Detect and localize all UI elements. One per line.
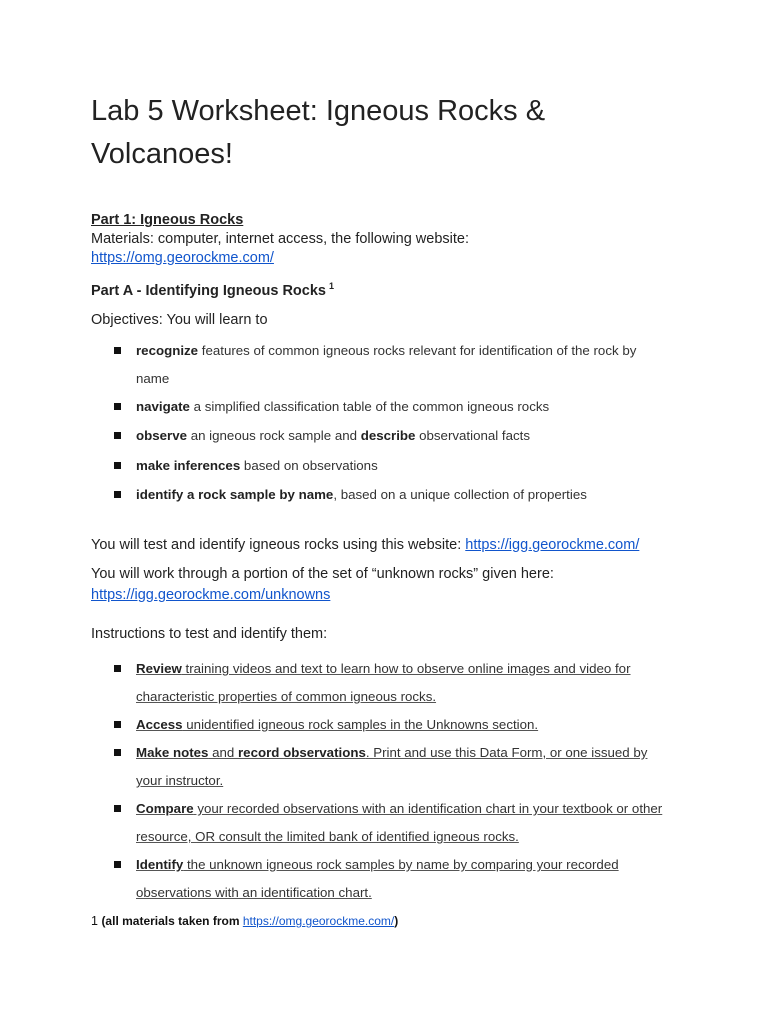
- bullet-square-icon: [114, 432, 121, 439]
- work-paragraph: [91, 564, 651, 606]
- objective-text: a simplified classification table of the common igneous rocks: [189, 399, 550, 414]
- footnote-ref[interactable]: 1: [328, 281, 334, 291]
- bullet-square-icon: [114, 805, 121, 812]
- instructions-list: [113, 655, 673, 907]
- unknowns-link[interactable]: https://igg.georockme.com/unknowns: [91, 587, 331, 603]
- objective-keyword: navigate: [136, 399, 190, 414]
- bullet-square-icon: [114, 462, 121, 469]
- objective-text: an igneous rock sample and: [187, 428, 361, 443]
- bullet-square-icon: [114, 665, 121, 672]
- partA-heading-text: Part A - Identifying Igneous Rocks: [91, 283, 326, 299]
- instruction-keyword: Identify: [136, 857, 184, 872]
- bullet-square-icon: [114, 749, 121, 756]
- instruction-text: your recorded observations with an identification chart in your textbook or other resource, OR consult the limited bank of identified igneous rocks.: [136, 801, 663, 844]
- footnote-text: (all materials taken from: [101, 914, 243, 928]
- objective-text: observational facts: [415, 428, 530, 443]
- instruction-text: the unknown igneous rock samples by name by comparing your recorded observations with an identification chart.: [136, 857, 619, 900]
- objective-text: based on observations: [240, 458, 378, 473]
- instruction-item: [113, 851, 673, 907]
- instruction-keyword: Review: [136, 661, 182, 676]
- objectives-list: [113, 337, 673, 509]
- bullet-square-icon: [114, 861, 121, 868]
- instruction-keyword: Make notes: [136, 745, 209, 760]
- instruction-text: training videos and text to learn how to observe online images and video for characteristic properties of common igneous rocks.: [136, 661, 631, 704]
- bullet-square-icon: [114, 403, 121, 410]
- objective-item: [113, 337, 673, 393]
- bullet-square-icon: [114, 491, 121, 498]
- instruction-item: [113, 711, 673, 739]
- footnote-link[interactable]: https://omg.georockme.com/: [242, 914, 395, 928]
- instruction-keyword: Access: [136, 717, 183, 732]
- page-title: Lab 5 Worksheet: Igneous Rocks & Volcanoes!: [91, 95, 546, 170]
- instruction-text: and: [208, 745, 238, 760]
- instruction-item: [113, 655, 673, 711]
- objective-item: [113, 452, 673, 480]
- instruction-text: unidentified igneous rock samples in the Unknowns section.: [182, 717, 539, 732]
- objective-keyword: make inferences: [136, 458, 241, 473]
- objective-text: features of common igneous rocks relevant for identification of the rock by name: [136, 343, 637, 386]
- footnote-close: ): [394, 914, 399, 928]
- instruction-keyword: Compare: [136, 801, 194, 816]
- instruction-item: [113, 795, 673, 851]
- instruction-item: [113, 739, 673, 795]
- instruction-keyword: record observations: [238, 745, 366, 760]
- objective-keyword: describe: [360, 428, 416, 443]
- footnote-number: 1: [91, 914, 98, 928]
- footnote: [91, 914, 398, 928]
- objective-item: [113, 422, 673, 450]
- instructions-intro: Instructions to test and identify them:: [91, 626, 328, 642]
- objective-text: , based on a unique collection of properties: [333, 487, 587, 502]
- bullet-square-icon: [114, 721, 121, 728]
- igg-link[interactable]: https://igg.georockme.com/: [465, 537, 640, 553]
- instruction-text: . Print and use this Data Form, or one issued by your instructor.: [136, 745, 648, 788]
- objective-keyword: observe: [136, 428, 187, 443]
- objective-item: [113, 393, 673, 421]
- omg-link[interactable]: https://omg.georockme.com/: [91, 250, 274, 266]
- bullet-square-icon: [114, 347, 121, 354]
- objectives-intro: Objectives: You will learn to: [91, 312, 268, 328]
- materials-text: Materials: computer, internet access, the following website:: [91, 231, 469, 247]
- objective-keyword: recognize: [136, 343, 199, 358]
- partA-heading: [91, 281, 334, 299]
- test-text: You will test and identify igneous rocks using this website:: [91, 537, 466, 553]
- work-text: You will work through a portion of the set of “unknown rocks” given here:: [91, 566, 554, 582]
- objective-item: [113, 481, 673, 509]
- part1-heading: Part 1: Igneous Rocks: [91, 212, 244, 228]
- part1-section: [91, 211, 469, 268]
- objective-keyword: identify a rock sample by name: [136, 487, 334, 502]
- test-paragraph: [91, 535, 639, 556]
